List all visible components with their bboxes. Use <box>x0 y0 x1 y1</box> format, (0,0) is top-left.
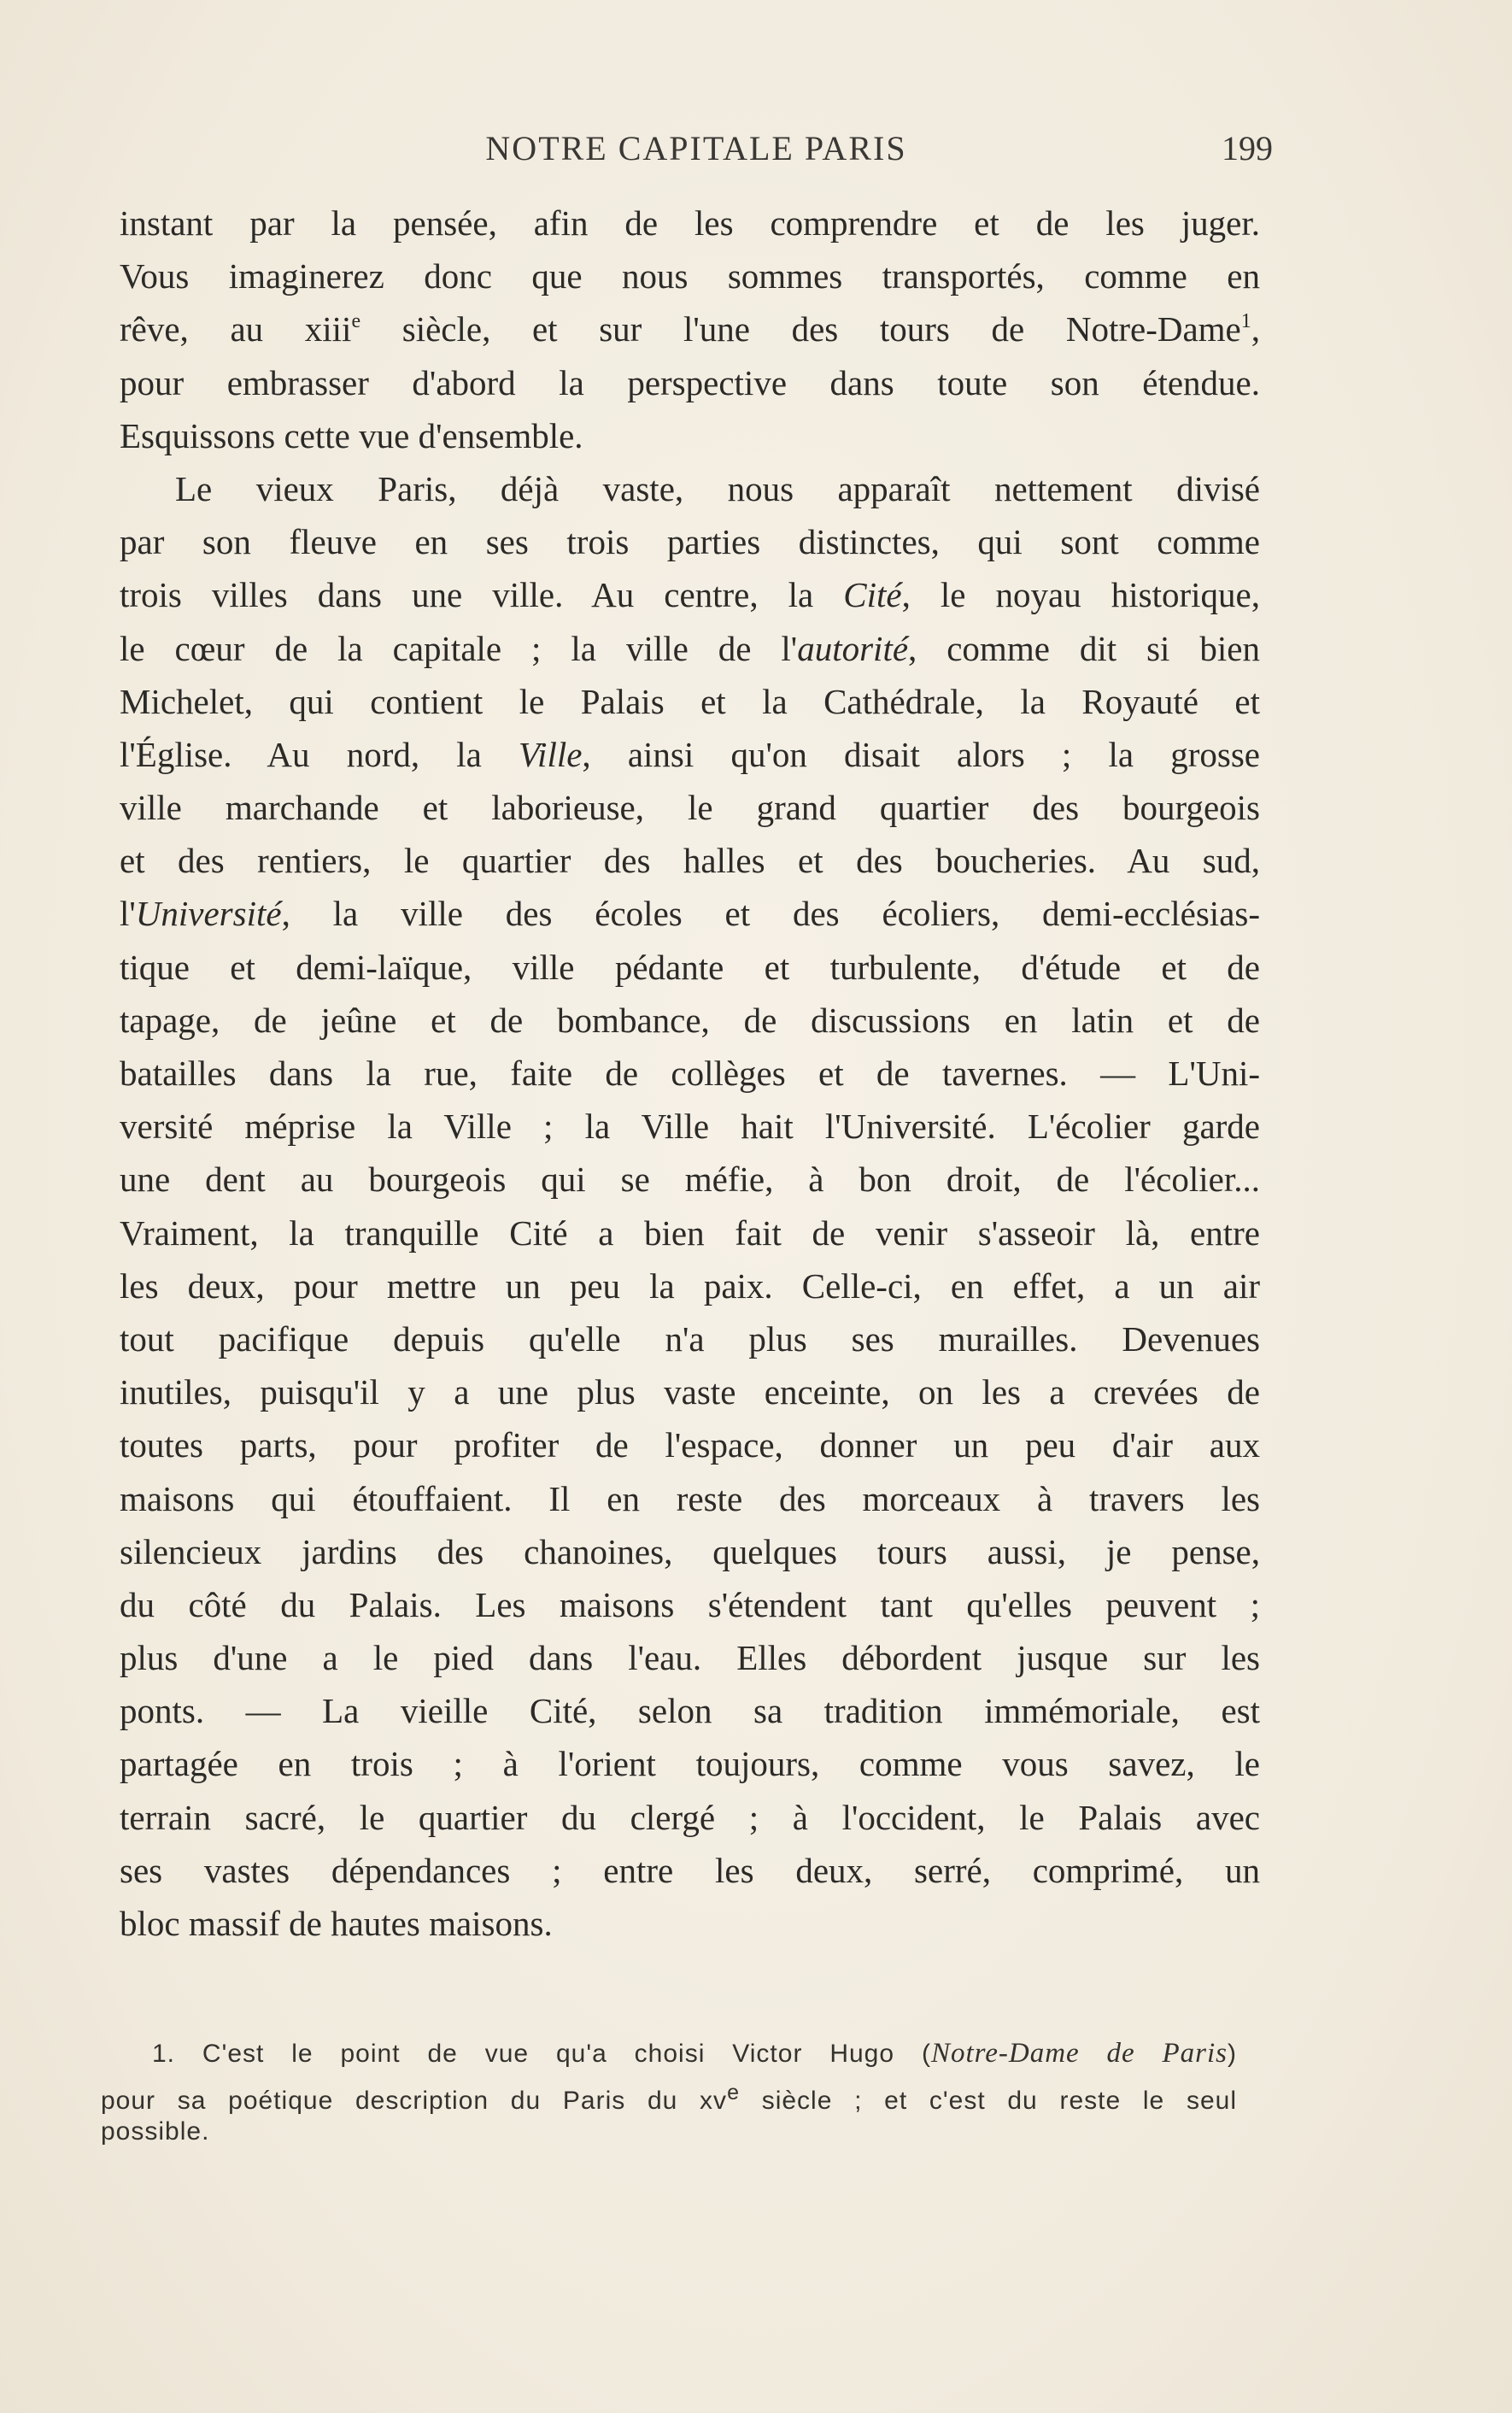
footnote-line: possible. <box>101 2117 210 2146</box>
text-line: par son fleuve en ses trois parties distinctes, qui sont comme <box>120 522 1260 562</box>
text-line: tique et demi-laïque, ville pédante et turbulente, d'étude et de <box>120 947 1260 987</box>
text-line: l'Église. Au nord, la Ville, ainsi qu'on disait alors ; la grosse <box>120 734 1260 774</box>
text-line: Le vieux Paris, déjà vaste, nous apparaît nettement divisé <box>175 468 1260 508</box>
text-line: plus d'une a le pied dans l'eau. Elles débordent jusque sur les <box>120 1638 1260 1678</box>
text-line: versité méprise la Ville ; la Ville hait l'Université. L'écolier garde <box>120 1107 1260 1147</box>
text-line: inutiles, puisqu'il y a une plus vaste enceinte, on les a crevées de <box>120 1372 1260 1412</box>
text-line: les deux, pour mettre un peu la paix. Celle-ci, en effet, a un air <box>120 1265 1260 1306</box>
text-line: Michelet, qui contient le Palais et la Cathédrale, la Royauté et <box>120 681 1260 721</box>
text-line: bloc massif de hautes maisons. <box>120 1904 553 1943</box>
text-line: l'Université, la ville des écoles et des écoliers, demi-ecclésias- <box>120 894 1260 934</box>
text-line: Vous imaginerez donc que nous sommes transportés, comme en <box>120 256 1260 296</box>
body-text <box>120 197 1260 1950</box>
text-line: ponts. — La vieille Cité, selon sa tradition immémoriale, est <box>120 1691 1260 1731</box>
text-line: du côté du Palais. Les maisons s'étendent tant qu'elles peuvent ; <box>120 1584 1260 1624</box>
text-line: toutes parts, pour profiter de l'espace, donner un peu d'air aux <box>120 1425 1260 1465</box>
text-line: silencieux jardins des chanoines, quelques tours aussi, je pense, <box>120 1531 1260 1571</box>
text-line: partagée en trois ; à l'orient toujours, comme vous savez, le <box>120 1744 1260 1784</box>
text-line: terrain sacré, le quartier du clergé ; à l'occident, le Palais avec <box>120 1797 1260 1837</box>
text-line: et des rentiers, le quartier des halles et des boucheries. Au sud, <box>120 841 1260 881</box>
text-line: tapage, de jeûne et de bombance, de discussions en latin et de <box>120 1000 1260 1040</box>
text-line: maisons qui étouffaient. Il en reste des morceaux à travers les <box>120 1478 1260 1518</box>
page-header <box>120 128 1273 171</box>
text-line: le cœur de la capitale ; la ville de l'autorité, comme dit si bien <box>120 628 1260 668</box>
text-line: ville marchande et laborieuse, le grand quartier des bourgeois <box>120 788 1260 828</box>
running-head: NOTRE CAPITALE PARIS <box>485 129 907 167</box>
text-line: Esquissons cette vue d'ensemble. <box>120 415 583 455</box>
text-line: batailles dans la rue, faite de collèges et de tavernes. — L'Uni- <box>120 1054 1260 1093</box>
text-line: tout pacifique depuis qu'elle n'a plus ses murailles. Devenues <box>120 1318 1260 1359</box>
text-line: pour embrasser d'abord la perspective dans toute son étendue. <box>120 362 1260 402</box>
text-line: une dent au bourgeois qui se méfie, à bon droit, de l'écolier... <box>120 1160 1260 1200</box>
footnote-line: 1. C'est le point de vue qu'a choisi Victor Hugo (Notre-Dame de Paris) <box>152 2038 1237 2069</box>
text-line: ses vastes dépendances ; entre les deux, serré, comprimé, un <box>120 1850 1260 1890</box>
text-line: Vraiment, la tranquille Cité a bien fait de venir s'asseoir là, entre <box>120 1212 1260 1253</box>
footnote-line: pour sa poétique description du Paris du $xv^e$ siècle ; et c'est du reste le seul <box>101 2081 1237 2115</box>
text-line: trois villes dans une ville. Au centre, la Cité, le noyau historique, <box>120 575 1260 615</box>
text-line: instant par la pensée, afin de les comprendre et de les juger. <box>120 203 1260 243</box>
text-line: rêve, au xiii$^e$ siècle, et sur l'une des tours de Notre-Dame$^1$, <box>120 309 1260 349</box>
footnote <box>101 2034 1237 2152</box>
page-number: 199 <box>1222 129 1273 167</box>
